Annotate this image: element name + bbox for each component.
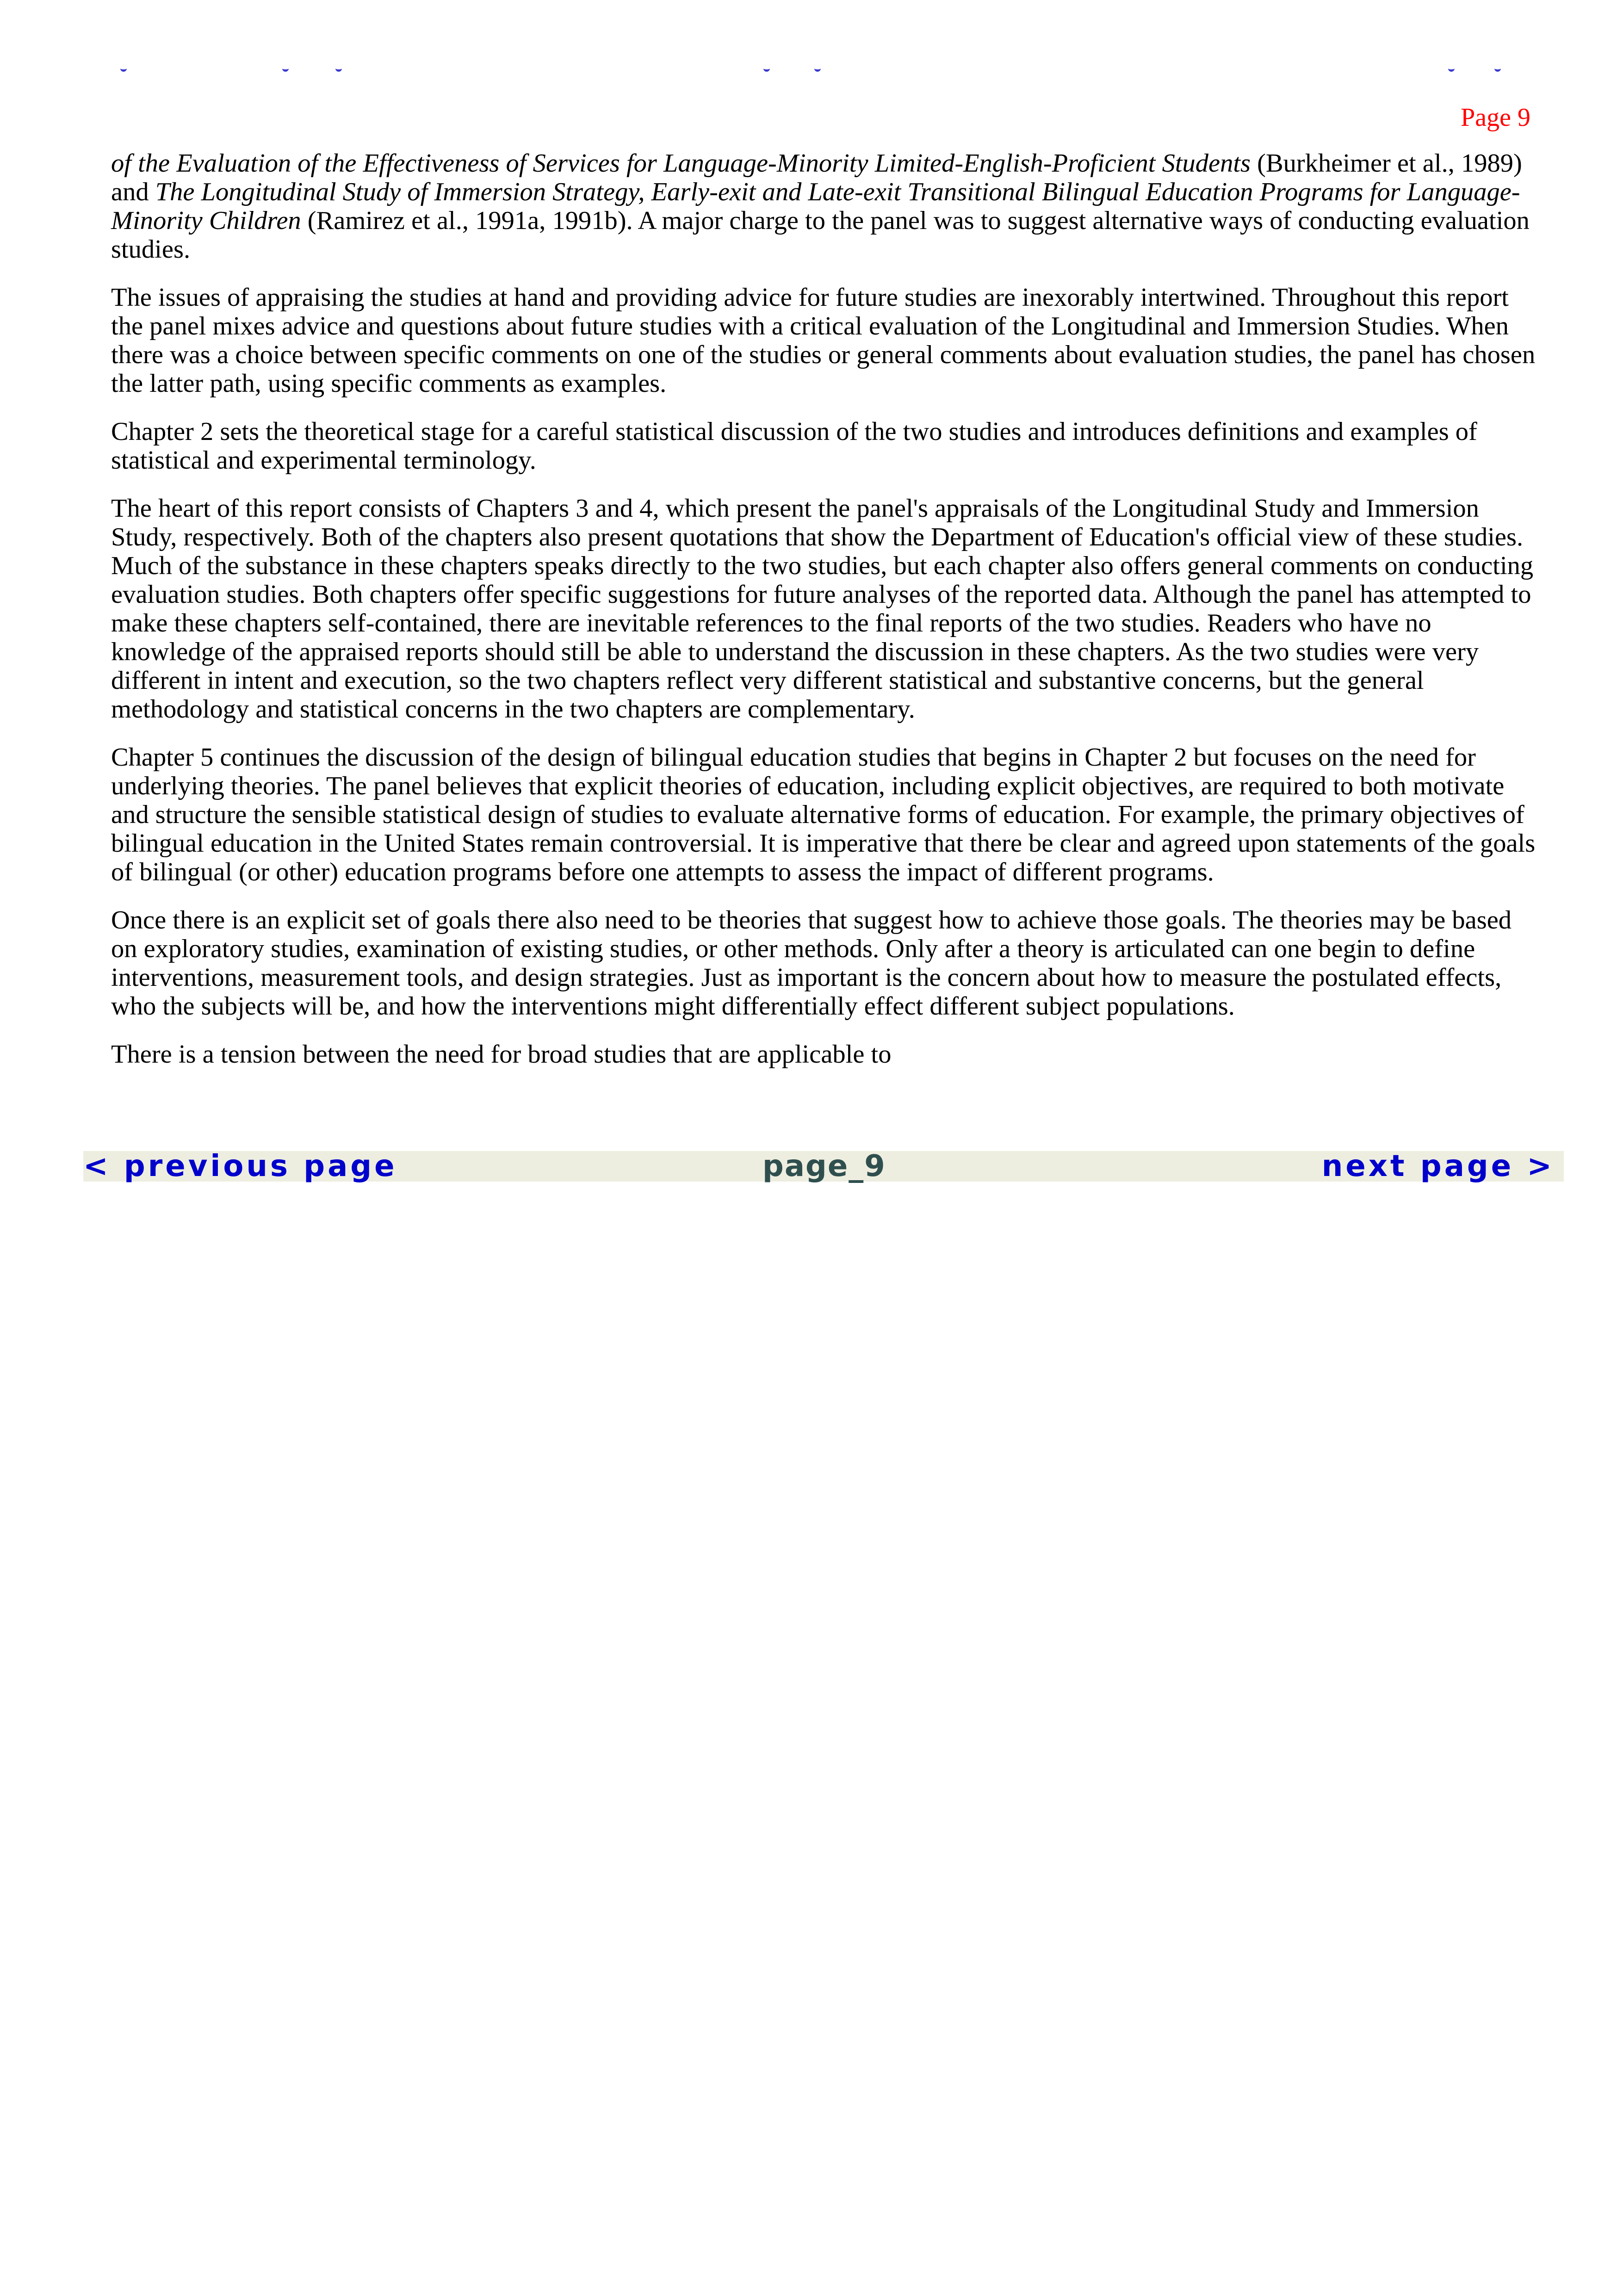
- current-page-label: page_9: [762, 1149, 886, 1183]
- paragraph: The heart of this report consists of Chapters 3 and 4, which present the panel's appraisals of the Longitudinal Study and Immersion Study, respectively. Both of the chapters also present quotations that show the Department of Education's official view of these studies. Much of the substance in these chapters speaks directly to the two studies, but each chapter also offers general comments on conducting evaluation studies. Both chapters offer specific suggestions for future analyses of the reported data. Although the panel has attempted to make these chapters self-contained, there are inevitable references to the final reports of the two studies. Readers who have no knowledge of the appraised reports should still be able to understand the discussion in these chapters. As the two studies were very different in intent and execution, so the two chapters reflect very different statistical and substantive concerns, but the general methodology and statistical concerns in the two chapters are complementary.: [111, 494, 1534, 724]
- paragraph: [111, 149, 1536, 264]
- next-page-link[interactable]: next page >: [1321, 1149, 1555, 1183]
- page-number: Page 9: [1461, 103, 1530, 132]
- paragraph: Once there is an explicit set of goals there also need to be theories that suggest how to achieve those goals. The theories may be based on exploratory studies, examination of existing studies, or other methods. Only after a theory is articulated can one begin to define interventions, measurement tools, and design strategies. Just as important is the concern about how to measure the postulated effects, who the subjects will be, and how the interventions might differentially effect different subject populations.: [111, 906, 1512, 1021]
- paragraph: Chapter 2 sets the theoretical stage for a careful statistical discussion of the two studies and introduces definitions and examples of statistical and experimental terminology.: [111, 417, 1477, 475]
- paragraph: The issues of appraising the studies at hand and providing advice for future studies are inexorably intertwined. Throughout this report the panel mixes advice and questions about future studies with a critical evaluation of the Longitudinal and Immersion Studies. When there was a choice between specific comments on one of the studies or general comments about evaluation studies, the panel has chosen the latter path, using specific comments as examples.: [111, 283, 1536, 398]
- paragraph: Chapter 5 continues the discussion of the design of bilingual education studies that begins in Chapter 2 but focuses on the need for underlying theories. The panel believes that explicit theories of education, including explicit objectives, are required to both motivate and structure the sensible statistical design of studies to evaluate alternative forms of education. For example, the primary objectives of bilingual education in the United States remain controversial. It is imperative that there be clear and agreed upon statements of the goals of bilingual (or other) education programs before one attempts to assess the impact of different programs.: [111, 743, 1536, 886]
- cropped-header-strip: [106, 65, 1504, 76]
- paragraph-text: (Ramirez et al., 1991a, 1991b). A major charge to the panel was to suggest alternative ways of conducting evaluation studies.: [111, 206, 1530, 264]
- previous-page-link[interactable]: < previous page: [83, 1149, 397, 1183]
- report-title: of the Evaluation of the Effectiveness of Services for Language-Minority Limited-English-Proficient Students: [111, 149, 1251, 178]
- page-navigation-bar: [83, 1151, 1564, 1182]
- document-body: [111, 149, 1536, 1088]
- paragraph: There is a tension between the need for broad studies that are applicable to: [111, 1040, 892, 1069]
- report-title: The Longitudinal Study of Immersion Strategy, Early-exit and Late-exit Transitional Bilingual Education Programs for Language-Minority Children: [111, 178, 1520, 235]
- paragraph-text: (Burkheimer et al., 1989) and: [111, 149, 1522, 206]
